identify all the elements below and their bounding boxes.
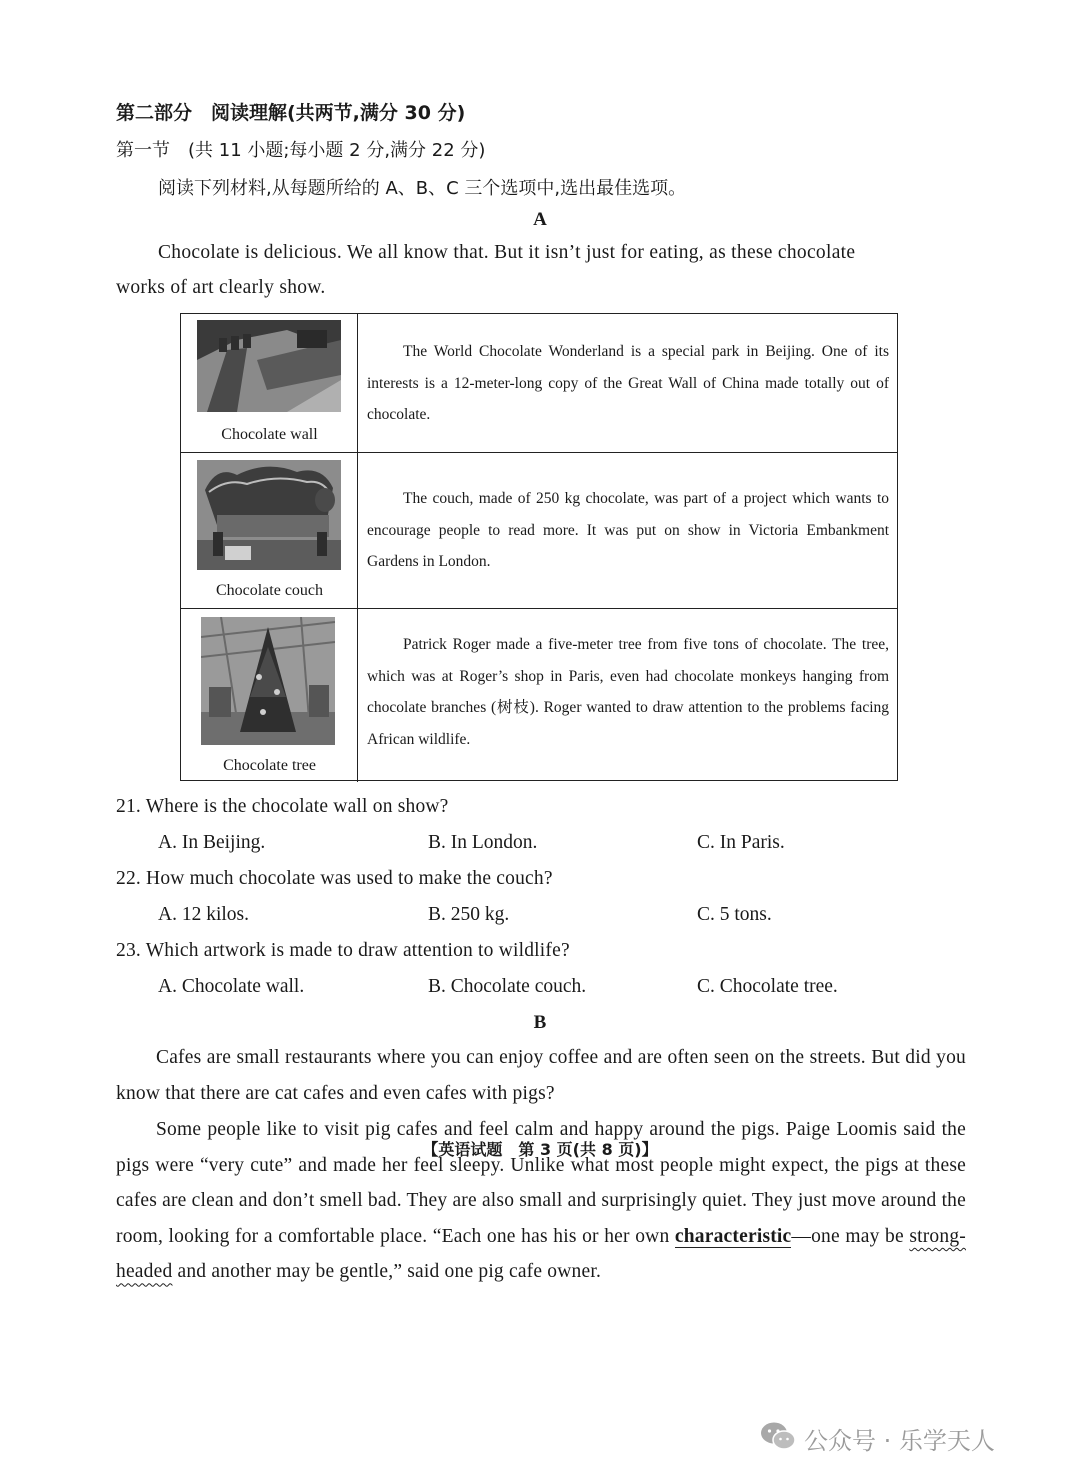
- q21-option-a: A. In Beijing.: [158, 832, 266, 853]
- couch-photo-icon: [197, 460, 341, 570]
- highlighted-word-characteristic: characteristic: [674, 1225, 792, 1247]
- q22-option-a: A. 12 kilos.: [158, 904, 250, 925]
- paragraph-text: Some people like to visit pig cafes and feel calm and happy around the pigs. Paige Loomis said the pigs were “very cute” and made her feel sleepy. Unlike what most people might expect, the pigs at these cafes are clean and don’t smell bad. They are also small and surprisingly quiet. They just move around the room, looking for a comfortable place. “Each one has his or her own: [116, 1119, 966, 1247]
- highlighted-word-strong-headed: strong-headed: [116, 1225, 966, 1283]
- image-cell: [181, 609, 358, 782]
- artwork-table: [180, 313, 898, 781]
- great-wall-photo-icon: [197, 320, 341, 412]
- q23-option-c: C. Chocolate tree.: [697, 976, 838, 997]
- instruction: 阅读下列材料,从每题所给的 A、B、C 三个选项中,选出最佳选项。: [158, 178, 687, 199]
- passage-b-paragraph-1: [116, 1040, 966, 1111]
- description-chocolate-wall: [367, 336, 889, 431]
- table-row: [181, 453, 897, 609]
- tree-photo-icon: [201, 617, 345, 745]
- watermark-text: 公众号 · 乐学天人: [804, 1426, 995, 1455]
- wechat-icon: [760, 1421, 796, 1455]
- watermark: [760, 1420, 995, 1456]
- q21-option-c: C. In Paris.: [697, 832, 785, 853]
- q22-option-c: C. 5 tons.: [697, 904, 772, 925]
- q21-option-b: B. In London.: [428, 832, 538, 853]
- question-23: 23. Which artwork is made to draw attention to wildlife?: [116, 940, 570, 961]
- table-row: [181, 609, 897, 782]
- description-text: The World Chocolate Wonderland is a special park in Beijing. One of its interests is a 12-meter-long copy of the Great Wall of China made totally out of chocolate.: [367, 343, 889, 423]
- image-cell: [181, 453, 358, 608]
- caption-chocolate-couch: Chocolate couch: [215, 582, 324, 599]
- paragraph-text: and another may be gentle,” said one pig cafe owner.: [172, 1261, 602, 1283]
- caption-chocolate-tree: Chocolate tree: [223, 757, 316, 774]
- passage-b-label: B: [533, 1012, 547, 1033]
- part-title: 第二部分 阅读理解(共两节,满分 30 分): [116, 102, 466, 124]
- q23-option-a: A. Chocolate wall.: [158, 976, 305, 997]
- caption-chocolate-wall: Chocolate wall: [221, 426, 318, 443]
- page-footer: 【英语试题 第 3 页(共 8 页)】: [422, 1140, 658, 1159]
- passage-a-intro-line1: Chocolate is delicious. We all know that. But it isn’t just for eating, as these chocolate: [158, 242, 856, 263]
- description-chocolate-couch: [367, 483, 889, 578]
- question-21: 21. Where is the chocolate wall on show?: [116, 796, 449, 817]
- description-chocolate-tree: [367, 629, 889, 755]
- description-text: The couch, made of 250 kg chocolate, was part of a project which wants to encourage people to read more. It was put on show in Victoria Embankment Gardens in London.: [367, 490, 889, 570]
- table-row: [181, 314, 897, 453]
- paragraph-text: —one may be: [791, 1225, 910, 1247]
- question-22: 22. How much chocolate was used to make the couch?: [116, 868, 553, 889]
- section-title: 第一节 (共 11 小题;每小题 2 分,满分 22 分): [116, 140, 486, 161]
- q23-option-b: B. Chocolate couch.: [428, 976, 587, 997]
- image-cell: [181, 314, 358, 452]
- paragraph-text: Cafes are small restaurants where you can enjoy coffee and are often seen on the streets. But did you know that there are cat cafes and even cafes with pigs?: [116, 1047, 966, 1104]
- description-text: Patrick Roger made a five-meter tree from five tons of chocolate. The tree, which was at Roger’s shop in Paris, even had chocolate monkeys hanging from chocolate branches (树枝). Roger wanted to draw attention to the problems facing African wildlife.: [367, 636, 889, 748]
- q22-option-b: B. 250 kg.: [428, 904, 510, 925]
- passage-a-intro-line2: works of art clearly show.: [116, 277, 326, 298]
- passage-a-label: A: [533, 209, 547, 230]
